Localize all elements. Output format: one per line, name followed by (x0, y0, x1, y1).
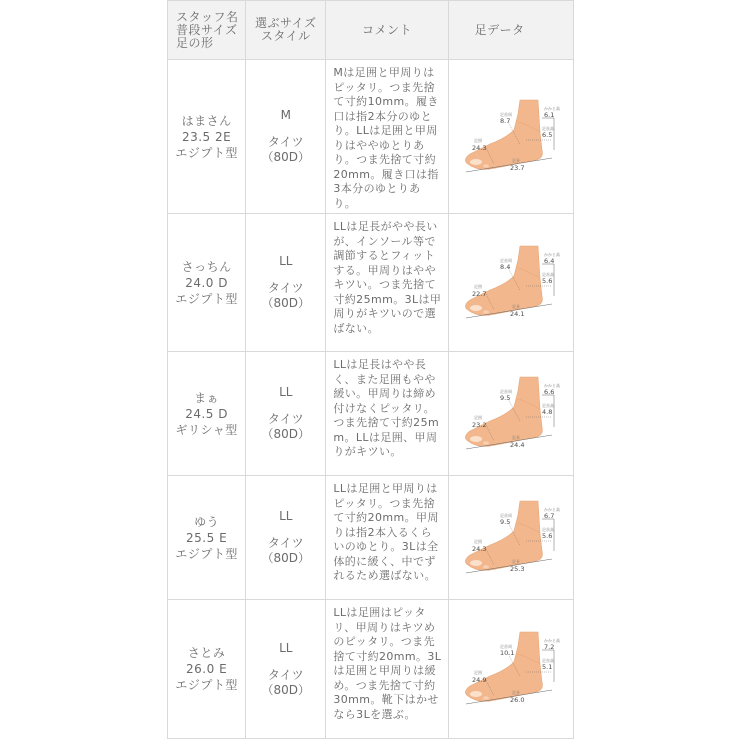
foot-illustration (456, 493, 566, 583)
height-value: 6.1 (543, 110, 555, 119)
staff-size-table (167, 0, 574, 739)
style-denier: （80D） (261, 427, 311, 441)
staff-cell (168, 476, 246, 600)
height-value: 6.6 (543, 387, 555, 396)
staff-name: はまさん (181, 113, 232, 128)
instep-value: 9.5 (499, 393, 511, 402)
table-row (168, 600, 574, 739)
foot-data-cell (448, 600, 573, 739)
table-row (168, 476, 574, 600)
length-value: 24.4 (509, 440, 525, 449)
girth-label: 足囲 (473, 283, 482, 289)
style-name: タイツ (267, 135, 304, 149)
foot-data-cell (448, 60, 573, 214)
staff-cell (168, 600, 246, 739)
girth-value: 22.7 (471, 289, 487, 298)
girth-value: 24.3 (471, 143, 487, 152)
header-staff (168, 1, 246, 60)
heel-label: 足首高 (541, 125, 554, 131)
heel-label: 足首高 (541, 271, 554, 277)
style-name: タイツ (267, 412, 304, 426)
instep-value: 9.5 (499, 517, 511, 526)
staff-usual-size: 24.5 D (185, 406, 228, 421)
table-header-row (168, 1, 574, 60)
heel-value: 4.8 (541, 407, 553, 416)
staff-name: ゆう (194, 514, 220, 529)
staff-foot-shape: ギリシャ型 (175, 422, 238, 437)
staff-cell (168, 352, 246, 476)
length-label: 足長 (511, 303, 520, 309)
instep-value: 10.1 (499, 649, 515, 657)
comment-cell: LLは足長はやや長く、また足囲もやや緩い。甲周りは締め付けなくピッタリ。つま先捨て寸約25mm。LLは足囲、甲周りがキツい。 (326, 352, 448, 476)
header-staff-line: 普段サイズ (176, 22, 238, 37)
style-denier: （80D） (261, 682, 311, 697)
staff-name: まぁ (194, 390, 220, 405)
chosen-size: M (280, 108, 291, 122)
foot-shape (465, 246, 542, 315)
length-label: 足長 (511, 157, 520, 163)
style-denier: （80D） (261, 296, 311, 310)
style-denier: （80D） (261, 551, 311, 565)
size-cell (246, 352, 326, 476)
size-cell (246, 600, 326, 739)
staff-foot-shape: エジプト型 (175, 145, 238, 160)
size-cell (246, 214, 326, 352)
table-row (168, 214, 574, 352)
instep-label: 足首周 (499, 512, 512, 518)
length-value: 23.7 (509, 163, 525, 172)
comment-cell: Mは足囲と甲周りはピッタリ。つま先捨て寸約10mm。履き口は指2本分のゆとり。LLは足囲と甲周りはややゆとりあり。つま先捨て寸約20mm。履き口は指3本分のゆとりあり。 (326, 60, 448, 214)
heel-value: 5.6 (541, 276, 553, 285)
header-comment: コメント (326, 1, 448, 60)
table-row (168, 60, 574, 214)
foot-illustration (456, 369, 566, 459)
staff-foot-shape: エジプト型 (175, 678, 238, 692)
height-label: かかと高 (543, 105, 560, 111)
heel-label: 足首高 (541, 402, 554, 408)
instep-label: 足首周 (499, 257, 512, 263)
foot-data-cell (448, 214, 573, 352)
instep-label: 足首周 (499, 644, 512, 649)
heel-label: 足首高 (541, 526, 554, 532)
chosen-size: LL (279, 385, 293, 399)
header-foot-data: 足データ (448, 1, 573, 60)
style-name: タイツ (267, 667, 304, 682)
height-label: かかと高 (543, 638, 560, 643)
girth-label: 足囲 (473, 538, 482, 544)
staff-name: さとみ (187, 646, 226, 660)
instep-value: 8.7 (499, 116, 511, 125)
foot-illustration (456, 624, 566, 714)
girth-value: 23.2 (471, 420, 487, 429)
staff-cell (168, 214, 246, 352)
heel-value: 6.5 (541, 130, 553, 139)
length-value: 24.1 (509, 309, 525, 318)
length-label: 足長 (511, 690, 520, 695)
style-name: タイツ (267, 536, 304, 550)
staff-foot-shape: エジプト型 (175, 291, 238, 306)
header-staff-line: 足の形 (176, 35, 214, 50)
size-cell (246, 476, 326, 600)
foot-shape (465, 377, 542, 446)
comment-cell: LLは足長がやや長いが、インソール等で調節するとフィットする。甲周りはややキツい。つま先捨て寸約25mm。3Lは甲周りがキツいので選ばない。 (326, 214, 448, 352)
staff-cell (168, 60, 246, 214)
foot-data-cell (448, 352, 573, 476)
heel-value: 5.1 (541, 663, 553, 671)
instep-value: 8.4 (499, 262, 511, 271)
height-label: かかと高 (543, 382, 560, 388)
girth-value: 24.3 (471, 544, 487, 553)
foot-shape (465, 100, 542, 169)
size-cell (246, 60, 326, 214)
header-staff-line: スタッフ名 (176, 9, 239, 24)
header-size-line: 選ぶサイズ (255, 16, 317, 30)
length-value: 26.0 (509, 696, 525, 704)
staff-usual-size: 26.0 E (186, 662, 228, 676)
style-denier: （80D） (261, 150, 311, 164)
height-value: 6.4 (543, 256, 555, 265)
foot-shape (465, 632, 542, 701)
foot-shape (465, 501, 542, 570)
girth-label: 足囲 (473, 137, 482, 143)
style-name: タイツ (267, 281, 304, 295)
chosen-size: LL (279, 640, 293, 655)
heel-value: 5.6 (541, 531, 553, 540)
girth-label: 足囲 (473, 670, 482, 675)
chosen-size: LL (279, 509, 293, 523)
staff-usual-size: 25.5 E (186, 530, 228, 545)
header-size (246, 1, 326, 60)
table-row (168, 352, 574, 476)
instep-label: 足首周 (499, 111, 512, 117)
chosen-size: LL (279, 254, 293, 268)
height-label: かかと高 (543, 506, 560, 512)
comment-cell: LLは足囲はピッタリ、甲周りはキツめのピッタリ。つま先捨て寸約20mm。3Lは足囲と甲周りは緩め。つま先捨て寸約30mm。靴下はかせなら3Lを選ぶ。 (326, 600, 448, 739)
staff-usual-size: 24.0 D (185, 275, 228, 290)
header-size-line: スタイル (260, 29, 311, 43)
foot-illustration (456, 238, 566, 328)
foot-data-cell (448, 476, 573, 600)
height-value: 7.2 (543, 643, 555, 651)
length-label: 足長 (511, 434, 520, 440)
staff-foot-shape: エジプト型 (175, 546, 238, 561)
instep-label: 足首周 (499, 388, 512, 394)
heel-label: 足首高 (541, 658, 554, 663)
length-label: 足長 (511, 558, 520, 564)
height-value: 6.7 (543, 511, 555, 520)
height-label: かかと高 (543, 251, 560, 257)
length-value: 25.3 (509, 564, 525, 573)
girth-label: 足囲 (473, 414, 482, 420)
comment-cell: LLは足囲と甲周りはピッタリ。つま先捨て寸約20mm。甲周りは指2本入るくらいのゆとり。3Lは全体的に緩く、中でずれるため選ばない。 (326, 476, 448, 600)
staff-usual-size: 23.5 2E (181, 129, 232, 144)
foot-illustration (456, 92, 566, 182)
staff-name: さっちん (181, 259, 232, 274)
girth-value: 24.9 (471, 676, 487, 684)
